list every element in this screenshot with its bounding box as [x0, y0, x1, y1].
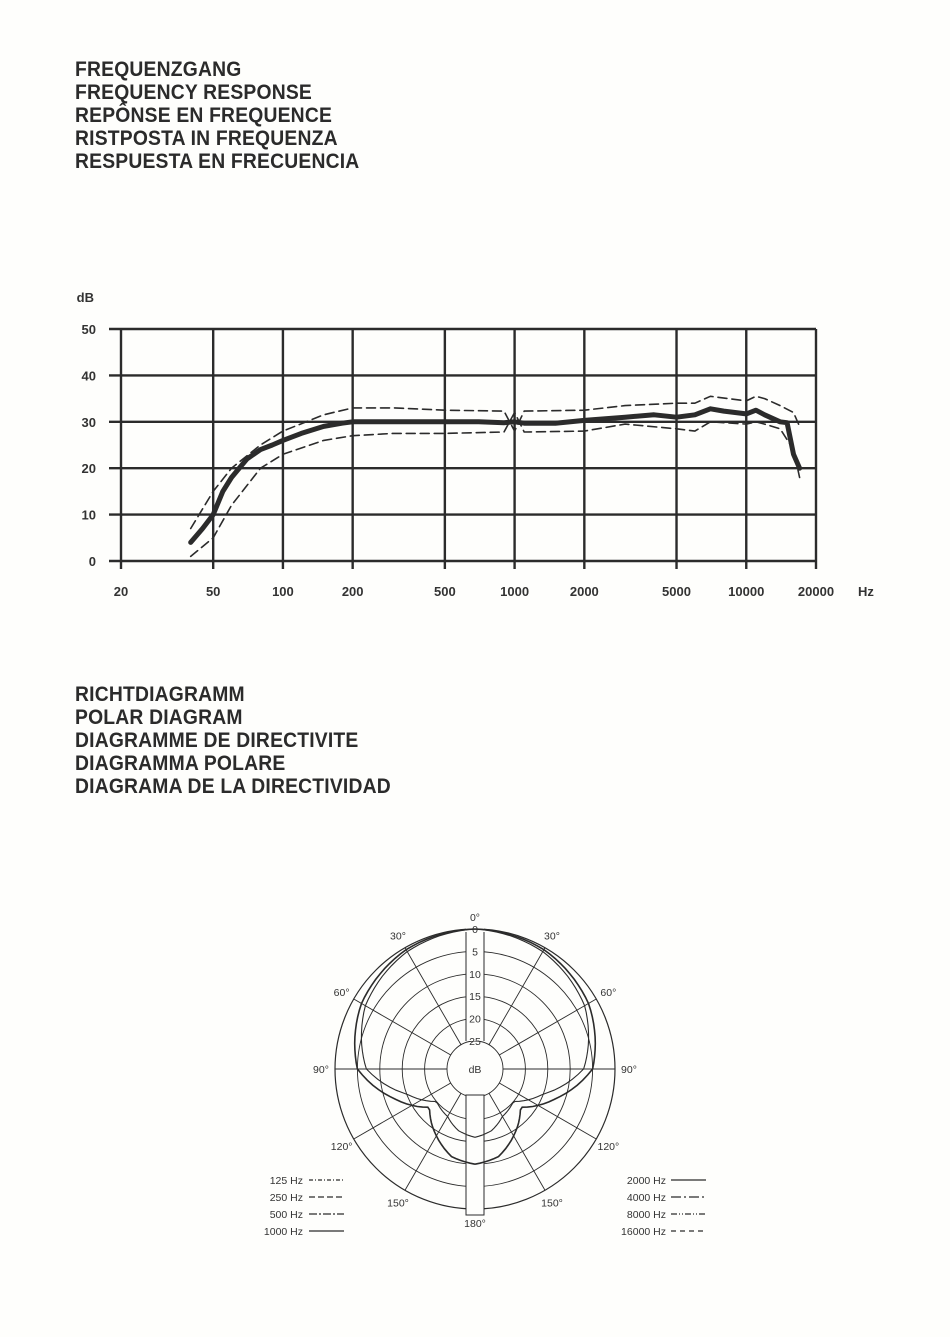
polar-ring-label: 5	[472, 946, 478, 959]
polar-angle-label: 0°	[469, 912, 481, 924]
legend-right-label: 4000 Hz	[626, 1192, 666, 1204]
x-tick-label: 2000	[569, 584, 599, 599]
heading-line-es: DIAGRAMA DE LA DIRECTIVIDAD	[75, 775, 391, 798]
x-tick-label: 100	[272, 584, 294, 599]
x-tick-label: 500	[434, 584, 456, 599]
polar-ring-label: 0	[472, 924, 478, 936]
polar-angle-label: 30°	[544, 930, 560, 943]
y-tick-label: 20	[81, 461, 96, 477]
polar-angle-label: 120°	[330, 1141, 353, 1153]
polar-ring-label: 25	[469, 1036, 481, 1048]
heading-line-fr: DIAGRAMME DE DIRECTIVITE	[75, 729, 359, 752]
polar-angle-label: 180°	[464, 1218, 486, 1230]
y-tick-label: 40	[81, 368, 96, 384]
x-tick-label: 200	[341, 584, 364, 599]
legend-left-label: 500 Hz	[269, 1209, 303, 1221]
polar-angle-label: 90°	[621, 1064, 637, 1076]
heading-line-it: DIAGRAMMA POLARE	[75, 752, 286, 775]
polar-angle-label: 150°	[387, 1197, 409, 1210]
polar-angle-label: 60°	[333, 987, 350, 999]
legend-right-label: 8000 Hz	[626, 1209, 666, 1221]
legend-left-label: 125 Hz	[269, 1175, 303, 1187]
polar-center-label: dB	[468, 1064, 482, 1076]
y-tick-label: 50	[81, 322, 96, 337]
x-tick-label: 1000	[500, 584, 530, 599]
x-axis-label: Hz	[858, 584, 874, 599]
legend-left-label: 1000 Hz	[263, 1226, 303, 1238]
x-tick-label: 20000	[797, 584, 835, 599]
polar-angle-label: 120°	[597, 1141, 620, 1153]
x-tick-label: 5000	[662, 584, 691, 599]
polar-ring-label: 15	[469, 991, 481, 1004]
y-tick-label: 30	[81, 414, 96, 430]
polar-angle-label: 150°	[541, 1197, 563, 1210]
legend-right-label: 2000 Hz	[626, 1175, 666, 1187]
heading-line-en: POLAR DIAGRAM	[75, 706, 243, 729]
y-tick-label: 0	[88, 554, 96, 569]
polar-ring-label: 20	[469, 1013, 481, 1026]
polar-angle-label: 60°	[600, 987, 617, 999]
heading-line-es: RESPUESTA EN FRECUENCIA	[75, 150, 360, 173]
polar-angle-label: 30°	[390, 930, 406, 943]
x-tick-label: 50	[205, 584, 221, 599]
y-axis-label: dB	[76, 290, 94, 305]
polar-ring-label: 10	[469, 968, 481, 981]
legend-left-label: 250 Hz	[269, 1192, 303, 1204]
y-tick-label: 10	[81, 507, 96, 523]
heading-line-en: FREQUENCY RESPONSE	[75, 81, 313, 104]
legend-right-label: 16000 Hz	[621, 1226, 666, 1238]
polar-angle-label: 90°	[313, 1064, 329, 1076]
heading-line-it: RISTPOSTA IN FREQUENZA	[75, 127, 338, 150]
heading-line-fr: REPÔNSE EN FREQUENCE	[75, 104, 333, 127]
x-tick-label: 20	[113, 584, 129, 599]
heading-line-de: FREQUENZGANG	[75, 58, 242, 81]
heading-line-de: RICHTDIAGRAMM	[75, 683, 245, 706]
polar-bottom-slot	[466, 1095, 484, 1215]
x-tick-label: 10000	[728, 584, 765, 599]
